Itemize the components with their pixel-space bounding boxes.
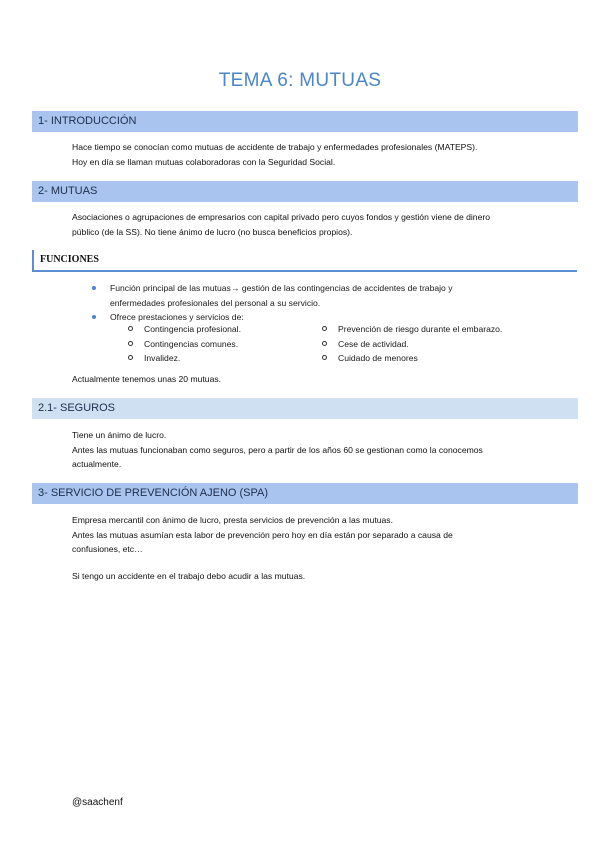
list-item	[322, 351, 418, 366]
seguros-line-2: Antes las mutuas funcionaban como seguros, pero a partir de los años 60 se gestionan como la conocemos	[72, 444, 483, 455]
author-handle: @saachenf	[72, 797, 123, 808]
subheading-funciones: FUNCIONES	[32, 250, 577, 272]
circle-bullet-icon	[322, 355, 327, 360]
bullet-2-text: Ofrece prestaciones y servicios de:	[110, 312, 244, 322]
seguros-paragraph	[72, 428, 542, 472]
section-heading-introduccion: 1- INTRODUCCIÓN	[32, 111, 578, 132]
bullet-icon	[92, 286, 96, 290]
mutuas-line-2: público (de la SS). No tiene ánimo de lucro (no busca beneficios propios).	[72, 226, 353, 237]
bullet-1-line-2: enfermedades profesionales del personal a su servicio.	[110, 297, 321, 308]
circle-bullet-icon	[128, 326, 133, 331]
list-item	[322, 337, 409, 352]
bullet-icon	[92, 315, 96, 319]
spa-line-3: confusiones, etc…	[72, 544, 143, 554]
service-label: Invalidez.	[144, 353, 181, 363]
mutuas-paragraph	[72, 210, 542, 239]
spa-paragraph	[72, 513, 542, 557]
spa-line-1: Empresa mercantil con ánimo de lucro, presta servicios de prevención a las mutuas.	[72, 515, 393, 525]
seguros-line-1: Tiene un ánimo de lucro.	[72, 430, 167, 440]
mutuas-line-1: Asociaciones o agrupaciones de empresarios con capital privado pero cuyos fondos y gestión viene de dinero	[72, 212, 491, 222]
list-item	[322, 322, 502, 337]
circle-bullet-icon	[322, 326, 327, 331]
intro-line-1: Hace tiempo se conocían como mutuas de accidente de trabajo y enfermedades profesionales (MATEPS).	[72, 142, 478, 152]
intro-paragraph	[72, 140, 542, 169]
circle-bullet-icon	[322, 341, 327, 346]
service-label: Prevención de riesgo durante el embarazo.	[338, 324, 503, 334]
funciones-bullet-list	[92, 281, 532, 325]
list-item	[128, 337, 238, 352]
page-title: TEMA 6: MUTUAS	[218, 70, 382, 91]
section-heading-mutuas: 2- MUTUAS	[32, 181, 578, 202]
spa-closing: Si tengo un accidente en el trabajo debo acudir a las mutuas.	[72, 571, 306, 581]
intro-line-2: Hoy en día se llaman mutuas colaboradoras con la Seguridad Social.	[72, 156, 336, 167]
service-label: Cese de actividad.	[338, 338, 409, 349]
service-label: Contingencias comunes.	[144, 338, 239, 349]
service-label: Cuidado de menores	[338, 353, 418, 363]
list-item	[92, 281, 532, 310]
section-heading-seguros: 2.1- SEGUROS	[32, 398, 578, 419]
spa-line-2: Antes las mutuas asumían esta labor de prevención pero hoy en día están por separado a causa de	[72, 529, 453, 540]
circle-bullet-icon	[128, 355, 133, 360]
list-item	[128, 322, 241, 337]
service-label: Contingencia profesional.	[144, 324, 241, 334]
bullet-1-line-1: Función principal de las mutuas→ gestión de las contingencias de accidentes de trabajo y	[110, 283, 453, 293]
list-item	[128, 351, 180, 366]
circle-bullet-icon	[128, 341, 133, 346]
section-heading-spa: 3- SERVICIO DE PREVENCIÓN AJENO (SPA)	[32, 483, 578, 504]
seguros-line-3: actualmente.	[72, 459, 122, 469]
funciones-closing: Actualmente tenemos unas 20 mutuas.	[72, 374, 222, 384]
